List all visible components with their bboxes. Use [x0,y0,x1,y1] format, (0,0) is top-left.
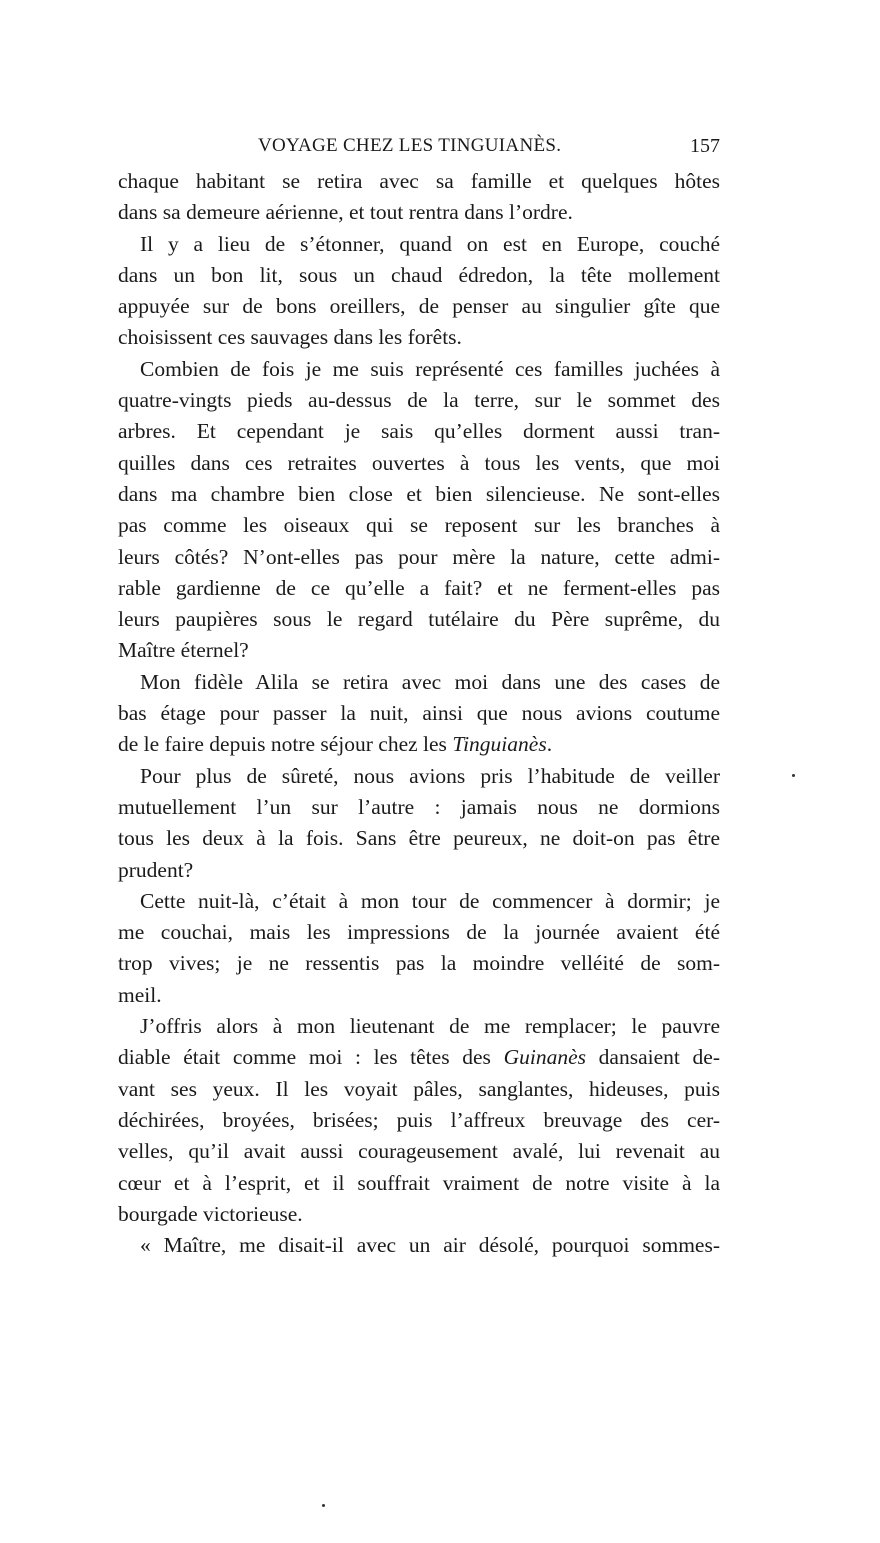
text-segment: bas étage pour passer la nuit, ainsi que nous avions coutume [118,701,720,726]
text-segment: déchirées, broyées, brisées; puis l’affreux breuvage des cer- [118,1107,720,1132]
scan-speck [792,774,795,777]
text-segment: quilles dans ces retraites ouvertes à tous les vents, que moi [118,450,720,475]
text-segment: Maître éternel? [118,638,249,663]
text-segment: leurs côtés? N’ont-elles pas pour mère la nature, cette admi- [118,544,720,569]
text-segment: bourgade victorieuse. [118,1201,303,1226]
text-segment: leurs paupières sous le regard tutélaire du Père suprême, du [118,607,720,632]
text-segment: choisissent ces sauvages dans les forêts. [118,325,462,350]
text-line [118,542,720,573]
text-line [118,1105,720,1136]
text-line [118,823,720,854]
text-line [118,260,720,291]
italic-term: Guinanès [503,1045,586,1070]
text-segment: vant ses yeux. Il les voyait pâles, sanglantes, hideuses, puis [118,1076,720,1101]
text-line [118,667,720,698]
text-segment: Cette nuit-là, c’était à mon tour de commencer à dormir; je [140,888,720,913]
text-segment: diable était comme moi : les têtes des [118,1045,504,1070]
text-segment: pas comme les oiseaux qui se reposent sur les branches à [118,513,720,538]
text-segment: Il y a lieu de s’étonner, quand on est en Europe, couché [140,231,720,256]
text-line [118,1230,720,1261]
italic-term: Tinguianès [452,732,547,757]
text-line [118,416,720,447]
text-segment: . [546,732,553,757]
text-segment: Mon fidèle Alila se retira avec moi dans une des cases de [140,669,720,694]
page-number: 157 [690,135,720,157]
text-line [118,635,720,666]
text-segment: trop vives; je ne ressentis pas la moindre velléité de som- [118,951,720,976]
text-line [118,761,720,792]
text-segment: velles, qu’il avait aussi courageusement avalé, lui revenait au [118,1139,720,1164]
text-segment: quatre-vingts pieds au-dessus de la terre, sur le sommet des [118,388,720,413]
text-line [118,917,720,948]
text-line [118,322,720,353]
text-segment: Pour plus de sûreté, nous avions pris l’habitude de veiller [140,763,720,788]
text-segment: meil. [118,982,162,1007]
text-segment: dans ma chambre bien close et bien silencieuse. Ne sont-elles [118,481,720,506]
text-segment: Combien de fois je me suis représenté ces familles juchées à [140,356,720,381]
text-segment: J’offris alors à mon lieutenant de me remplacer; le pauvre [140,1014,720,1039]
text-segment: appuyée sur de bons oreillers, de penser au singulier gîte que [118,294,720,319]
text-line [118,1136,720,1167]
text-segment: « Maître, me disait-il avec un air désolé, pourquoi sommes- [140,1233,720,1258]
text-segment: mutuellement l’un sur l’autre : jamais nous ne dormions [118,794,720,819]
text-line [118,166,720,197]
text-segment: chaque habitant se retira avec sa famille et quelques hôtes [118,169,720,193]
text-line [118,385,720,416]
text-segment: arbres. Et cependant je sais qu’elles dorment aussi tran- [118,419,720,444]
text-line [118,1168,720,1199]
text-segment: me couchai, mais les impressions de la journée avaient été [118,920,720,945]
running-header [118,135,720,165]
text-segment: prudent? [118,857,194,882]
text-line [118,698,720,729]
text-line [118,197,720,228]
text-line [118,448,720,479]
text-line [118,948,720,979]
text-line [118,573,720,604]
text-line [118,855,720,886]
text-line [118,354,720,385]
text-segment: rable gardienne de ce qu’elle a fait? et ne ferment-elles pas [118,575,720,600]
text-segment: cœur et à l’esprit, et il souffrait vraiment de notre visite à la [118,1170,720,1195]
running-title: VOYAGE CHEZ LES TINGUIANÈS. [258,135,562,156]
text-line [118,604,720,635]
text-line [118,291,720,322]
text-line [118,479,720,510]
text-line [118,229,720,260]
text-segment: dans sa demeure aérienne, et tout rentra dans l’ordre. [118,200,573,225]
text-segment: dansaient de- [586,1045,720,1070]
scan-speck [322,1504,325,1507]
text-line [118,1199,720,1230]
text-line [118,1074,720,1105]
text-line [118,1042,720,1073]
body-text [118,166,720,1261]
text-line [118,729,720,760]
text-segment: de le faire depuis notre séjour chez les [118,732,453,757]
text-segment: tous les deux à la fois. Sans être peureux, ne doit-on pas être [118,826,720,851]
text-segment: dans un bon lit, sous un chaud édredon, la tête mollement [118,262,720,287]
text-line [118,980,720,1011]
text-line [118,510,720,541]
text-line [118,792,720,823]
text-line [118,1011,720,1042]
text-line [118,886,720,917]
